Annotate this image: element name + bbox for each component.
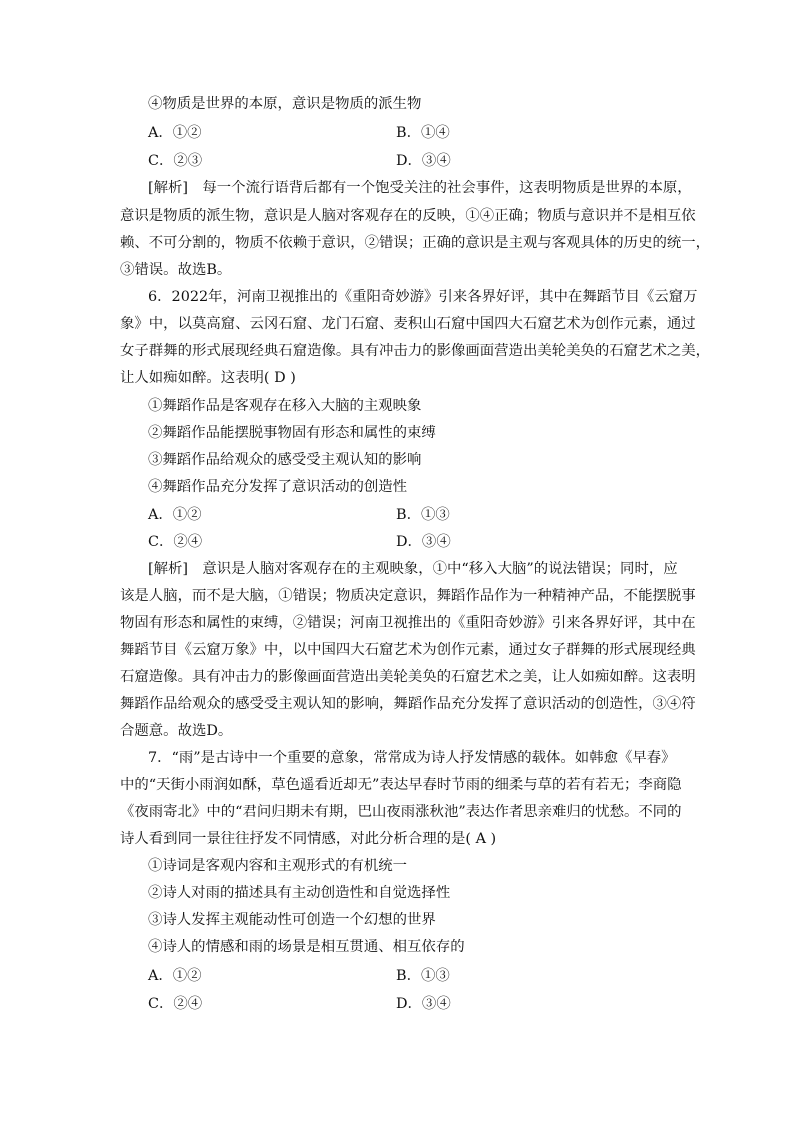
q7-stem-line: 《夜雨寄北》中的“君问归期未有期，巴山夜雨涨秋池”表达作者思亲难归的忧愁。不同的 [120, 804, 682, 820]
q6-statement-3: ③舞蹈作品给观众的感受受主观认知的影响 [148, 452, 422, 468]
q7-stem-line: 中的“天街小雨润如酥，草色遥看近却无”表达早春时节雨的细柔与草的若有若无；李商隐 [120, 777, 682, 793]
q7-option-c: C．②④ [148, 996, 203, 1012]
q6-analysis-line: 石窟造像。具有冲击力的影像画面营造出美轮美奂的石窟艺术之美，让人如痴如醉。这表明 [120, 669, 696, 685]
q5-option-c: C．②③ [148, 153, 203, 169]
q5-analysis-line: ③错误。故选B。 [120, 262, 232, 278]
q5-option-b: B．①④ [396, 125, 450, 141]
q5-option-a: A．①② [148, 125, 202, 141]
q6-analysis-line: 舞蹈作品给观众的感受受主观认知的影响，舞蹈作品充分发挥了意识活动的创造性，③④符 [120, 696, 696, 712]
q6-stem-line: 象》中，以莫高窟、云冈石窟、龙门石窟、麦积山石窟中国四大石窟艺术为创作元素，通过 [120, 316, 696, 332]
q6-option-c: C．②④ [148, 534, 203, 550]
q7-statement-3: ③诗人发挥主观能动性可创造一个幻想的世界 [148, 912, 436, 928]
q6-analysis-line: [解析] 意识是人脑对客观存在的主观映象，①中“移入大脑”的说法错误；同时，应 [148, 561, 678, 577]
q5-analysis-line: 意识是物质的派生物，意识是人脑对客观存在的反映，①④正确；物质与意识并不是相互依 [120, 208, 696, 224]
q6-option-d: D．③④ [396, 534, 451, 550]
q6-option-a: A．①② [148, 507, 202, 523]
q6-stem-line: 让人如痴如醉。这表明( D ) [120, 370, 296, 386]
q7-option-d: D．③④ [396, 996, 451, 1012]
q7-stem-line: 诗人看到同一景往往抒发不同情感，对此分析合理的是( A ) [120, 831, 497, 847]
q7-option-a: A．①② [148, 968, 202, 984]
q6-statement-4: ④舞蹈作品充分发挥了意识活动的创造性 [148, 479, 408, 495]
q7-statement-1: ①诗词是客观内容和主观形式的有机统一 [148, 858, 408, 874]
q6-analysis-line: 物固有形态和属性的束缚，②错误；河南卫视推出的《重阳奇妙游》引来各界好评，其中在 [120, 615, 696, 631]
q5-option-d: D．③④ [396, 153, 451, 169]
q5-statement-4: ④物质是世界的本原，意识是物质的派生物 [148, 96, 422, 112]
q6-analysis-line: 舞蹈节目《云窟万象》中，以中国四大石窟艺术为创作元素，通过女子群舞的形式展现经典 [120, 642, 696, 658]
q6-analysis-line: 该是人脑，而不是大脑，①错误；物质决定意识，舞蹈作品作为一种精神产品，不能摆脱事 [120, 588, 696, 604]
q6-option-b: B．①③ [396, 507, 450, 523]
q6-statement-2: ②舞蹈作品能摆脱事物固有形态和属性的束缚 [148, 425, 436, 441]
q7-statement-4: ④诗人的情感和雨的场景是相互贯通、相互依存的 [148, 939, 465, 955]
q7-option-b: B．①③ [396, 968, 450, 984]
q7-statement-2: ②诗人对雨的描述具有主动创造性和自觉选择性 [148, 885, 451, 901]
q5-analysis-line: 赖、不可分割的，物质不依赖于意识，②错误；正确的意识是主观与客观具体的历史的统一， [120, 235, 711, 251]
q6-stem-line: 女子群舞的形式展现经典石窟造像。具有冲击力的影像画面营造出美轮美奂的石窟艺术之美， [120, 343, 711, 359]
q5-analysis-line: [解析] 每一个流行语背后都有一个饱受关注的社会事件，这表明物质是世界的本原， [148, 180, 692, 196]
q6-statement-1: ①舞蹈作品是客观存在移入大脑的主观映象 [148, 398, 422, 414]
q6-analysis-line: 合题意。故选D。 [120, 723, 233, 739]
q6-stem-line: 6．2022年，河南卫视推出的《重阳奇妙游》引来各界好评，其中在舞蹈节目《云窟万 [148, 289, 698, 305]
q7-stem-line: 7．“雨”是古诗中一个重要的意象，常常成为诗人抒发情感的载体。如韩愈《早春》 [148, 750, 676, 766]
